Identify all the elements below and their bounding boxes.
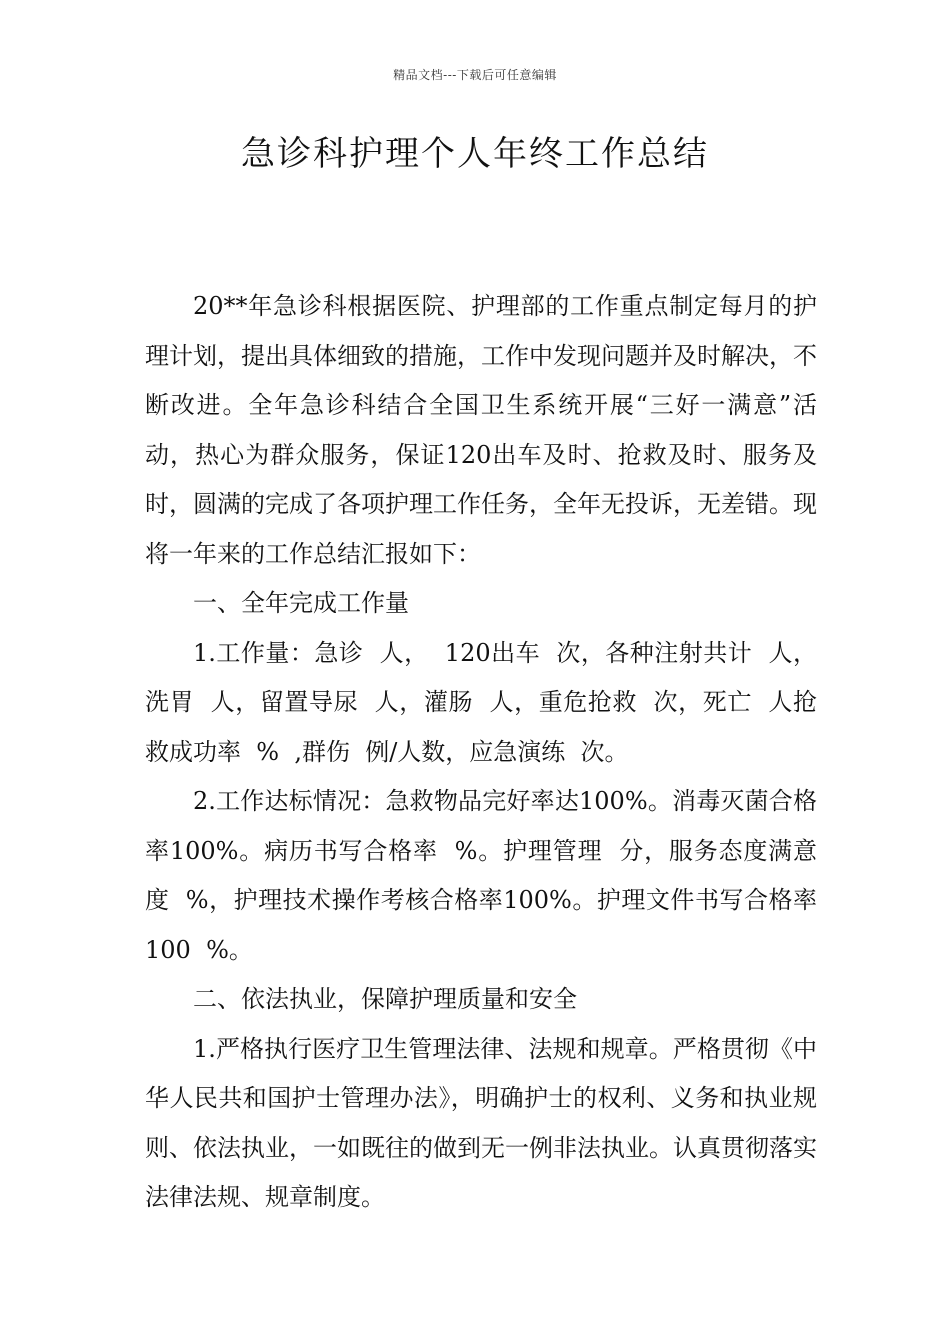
section-1-item-1: 1.工作量：急诊 人， 120出车 次，各种注射共计 人，洗胃 人，留置导尿 人，灌肠 人，重危抢救 次，死亡 人抢救成功率 % ,群伤 例/人数，应急演练 次。 xyxy=(145,638,817,766)
section-2-heading: 二、依法执业，保障护理质量和安全 xyxy=(193,985,577,1013)
section-1-heading: 一、全年完成工作量 xyxy=(193,589,409,617)
intro-paragraph: 20**年急诊科根据医院、护理部的工作重点制定每月的护理计划，提出具体细致的措施，工作中发现问题并及时解决，不断改进。全年急诊科结合全国卫生系统开展“三好一满意”活动，热心为群众服务，保证120出车及时、抢救及时、服务及时，圆满的完成了各项护理工作任务，全年无投诉，无差错。现将一年来的工作总结汇报如下： xyxy=(145,292,817,568)
section-2-item-1: 1.严格执行医疗卫生管理法律、法规和规章。严格贯彻《中华人民共和国护士管理办法》，明确护士的权利、义务和执业规则、依法执业，一如既往的做到无一例非法执业。认真贯彻落实法律法规、规章制度。 xyxy=(145,1034,817,1211)
document-body xyxy=(145,282,817,1223)
section-1-item-2: 2.工作达标情况：急救物品完好率达100%。消毒灭菌合格率100%。病历书写合格率 %。护理管理 分，服务态度满意度 %，护理技术操作考核合格率100%。护理文件书写合格率100 %。 xyxy=(145,787,817,964)
header-note: 精品文档---下载后可任意编辑 xyxy=(393,68,557,82)
document-title: 急诊科护理个人年终工作总结 xyxy=(241,134,709,174)
